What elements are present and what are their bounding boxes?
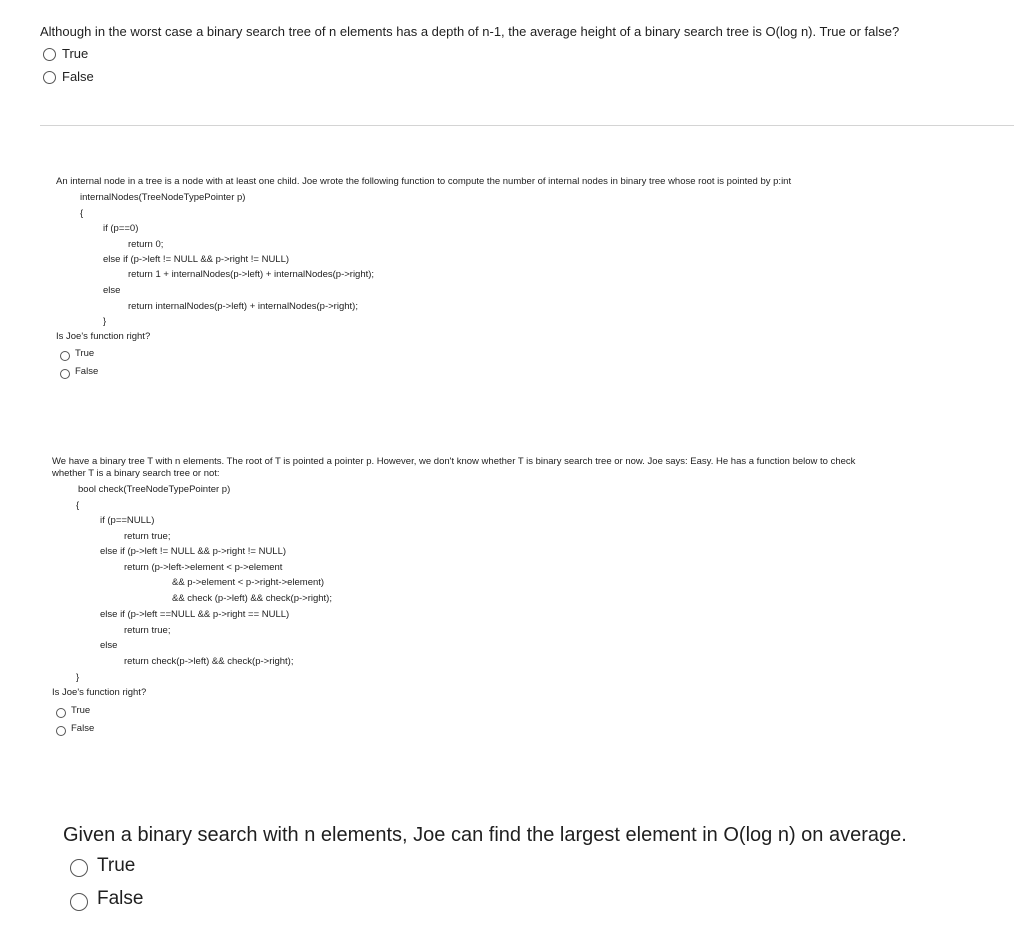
q3-code-line: return (p->left->element < p->element [124,562,283,573]
q2-true-label[interactable]: True [75,348,95,359]
q3-code-line: else [100,640,118,651]
q1-true-label[interactable]: True [62,46,89,61]
question-1-text: Although in the worst case a binary search tree of n elements has a depth of n-1, the average height of a binary search tree is O(log n). True or false? [40,24,900,39]
q2-code-line: return 0; [128,239,164,250]
q3-code-line: bool check(TreeNodeTypePointer p) [78,484,231,495]
q2-true-radio[interactable] [60,351,70,361]
q2-code-line: return internalNodes(p->left) + internalNodes(p->right); [128,301,358,312]
q3-code-line: if (p==NULL) [100,515,155,526]
q3-true-label[interactable]: True [71,705,91,716]
section-divider [40,125,1014,126]
q3-false-label[interactable]: False [71,723,95,734]
q3-code-line: else if (p->left != NULL && p->right != NULL) [100,546,287,557]
q3-prompt: Is Joe's function right? [52,687,147,698]
q4-false-label[interactable]: False [97,888,144,909]
q3-code-line: return check(p->left) && check(p->right); [124,656,294,667]
q3-false-radio[interactable] [56,726,66,736]
q3-code-line: && check (p->left) && check(p->right); [172,593,332,604]
q3-code-line: return true; [124,625,171,636]
question-3-intro-cont: whether T is a binary search tree or not: [52,468,220,479]
q1-false-radio[interactable] [43,71,56,84]
q3-code-line: return true; [124,531,171,542]
q2-code-line: internalNodes(TreeNodeTypePointer p) [80,192,246,203]
q2-code-line: if (p==0) [103,223,139,234]
q3-code-line: else if (p->left ==NULL && p->right == NULL) [100,609,290,620]
q2-code-line: else [103,285,121,296]
q4-false-radio[interactable] [70,893,88,911]
q2-false-radio[interactable] [60,369,70,379]
q2-code-line: } [103,316,107,327]
q3-true-radio[interactable] [56,708,66,718]
q3-code-line: } [76,672,80,683]
question-4-text: Given a binary search with n elements, Joe can find the largest element in O(log n) on average. [63,824,907,846]
q4-true-label[interactable]: True [97,855,136,876]
q2-false-label[interactable]: False [75,366,99,377]
q2-code-line: else if (p->left != NULL && p->right != NULL) [103,254,290,265]
q2-code-line: return 1 + internalNodes(p->left) + internalNodes(p->right); [128,269,375,280]
q2-prompt: Is Joe's function right? [56,331,151,342]
q4-true-radio[interactable] [70,859,88,877]
q1-false-label[interactable]: False [62,69,94,84]
question-3-intro: We have a binary tree T with n elements. The root of T is pointed a pointer p. However, we don't know whether T is binary search tree or now. Joe says: Easy. He has a function below to check [52,456,856,467]
q3-code-line: { [76,500,80,511]
q3-code-line: && p->element < p->right->element) [172,577,325,588]
q2-code-line: { [80,208,84,219]
q1-true-radio[interactable] [43,48,56,61]
question-2-intro: An internal node in a tree is a node with at least one child. Joe wrote the following function to compute the number of internal nodes in binary tree whose root is pointed by p:int [56,176,792,187]
